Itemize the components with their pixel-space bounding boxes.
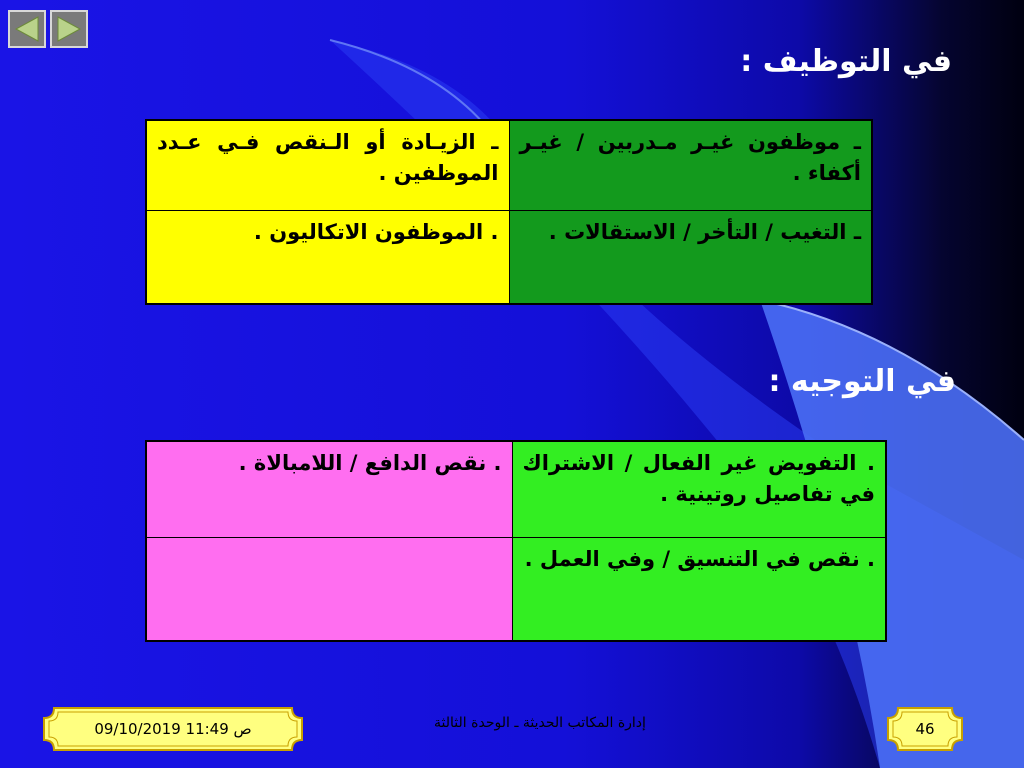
table-cell: . نقص الدافع / اللامبالاة . (146, 441, 512, 537)
triangle-left-icon (12, 14, 42, 44)
table-cell: ـ موظفون غيـر مـدربين / غيـر أكفاء . (509, 120, 872, 210)
next-slide-button[interactable] (50, 10, 88, 48)
table-cell: . الموظفون الاتكاليون . (146, 210, 509, 304)
heading-employment: في التوظيف : (740, 44, 952, 79)
table-cell (146, 537, 512, 641)
table-row (146, 120, 872, 210)
footer-date-box (42, 706, 304, 752)
table-cell: ـ الزيـادة أو الـنقص فـي عـدد الموظفين . (146, 120, 509, 210)
table-cell: . التفويض غير الفعال / الاشتراك في تفاصيل روتينية . (512, 441, 886, 537)
previous-slide-button[interactable] (8, 10, 46, 48)
footer-date-time: 09/10/2019 11:49 ص (94, 720, 252, 738)
employment-table (145, 119, 873, 305)
footer-page-box (886, 706, 964, 752)
table-cell: . نقص في التنسيق / وفي العمل . (512, 537, 886, 641)
page-number: 46 (915, 720, 935, 738)
footer-title: إدارة المكاتب الحديثة ـ الوحدة الثالثة (434, 715, 646, 731)
table-row (146, 537, 886, 641)
triangle-right-icon (54, 14, 84, 44)
heading-direction: في التوجيه : (768, 364, 956, 399)
table-cell: ـ التغيب / التأخر / الاستقالات . (509, 210, 872, 304)
direction-table (145, 440, 887, 642)
table-row (146, 210, 872, 304)
table-row (146, 441, 886, 537)
